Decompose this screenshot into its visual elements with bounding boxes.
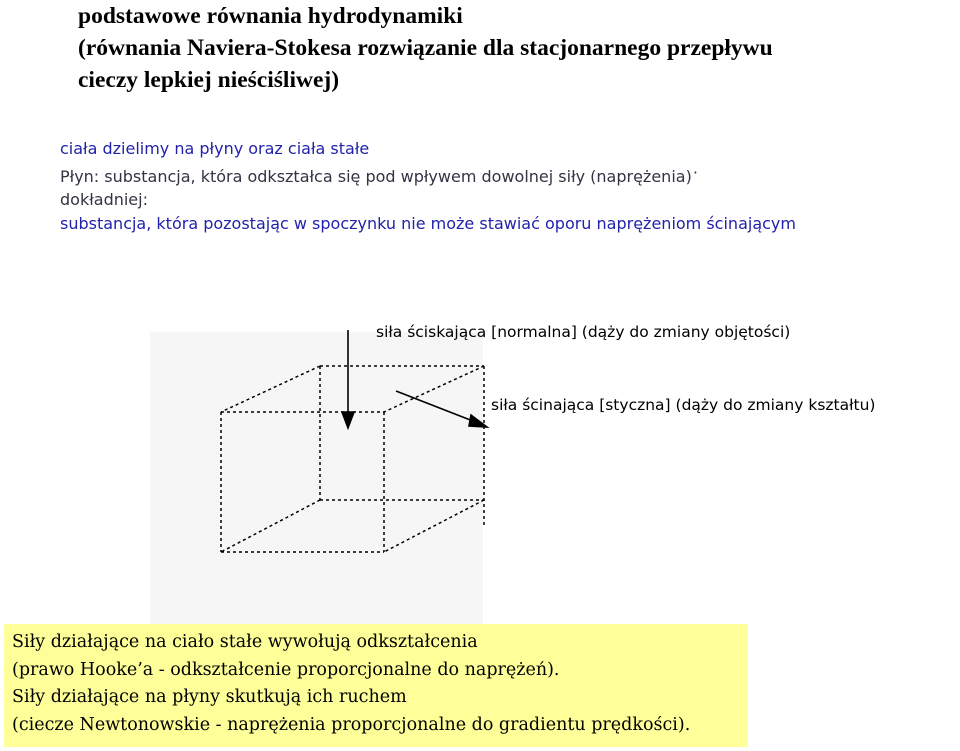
info-line-2: (prawo Hooke’a - odkształcenie proporcjonalne do naprężeń).: [12, 659, 560, 680]
title-line-2: (równania Naviera-Stokesa rozwiązanie dla stacjonarnego przepływu: [78, 35, 773, 61]
intro-line-1: ciała dzielimy na płyny oraz ciała stałe: [60, 139, 370, 158]
title-line-1: podstawowe równania hydrodynamiki: [78, 3, 463, 29]
title-line-3: cieczy lepkiej nieściśliwej): [78, 67, 340, 93]
info-line-4: (ciecze Newtonowskie - naprężenia proporcjonalne do gradientu prędkości).: [12, 714, 691, 735]
intro-line-2-text: Płyn: substancja, która odkształca się pod wpływem dowolnej siły (naprężenia): [60, 166, 692, 186]
diagram-background: [150, 332, 483, 624]
info-box: [4, 624, 748, 747]
intro-line-4: substancja, która pozostając w spoczynku nie może stawiać oporu naprężeniom ścinającym: [60, 213, 796, 233]
shear-force-label: siła ścinająca [styczna] (dąży do zmiany kształtu): [491, 396, 876, 414]
info-line-3: Siły działające na płyny skutkują ich ruchem: [12, 687, 407, 707]
normal-force-label: siła ściskająca [normalna] (dąży do zmiany objętości): [376, 323, 791, 341]
info-line-1: Siły działające na ciało stałe wywołują odkształcenia: [12, 632, 478, 652]
intro-line-2-mark: ·: [692, 162, 698, 182]
intro-line-3: dokładniej:: [60, 190, 148, 209]
